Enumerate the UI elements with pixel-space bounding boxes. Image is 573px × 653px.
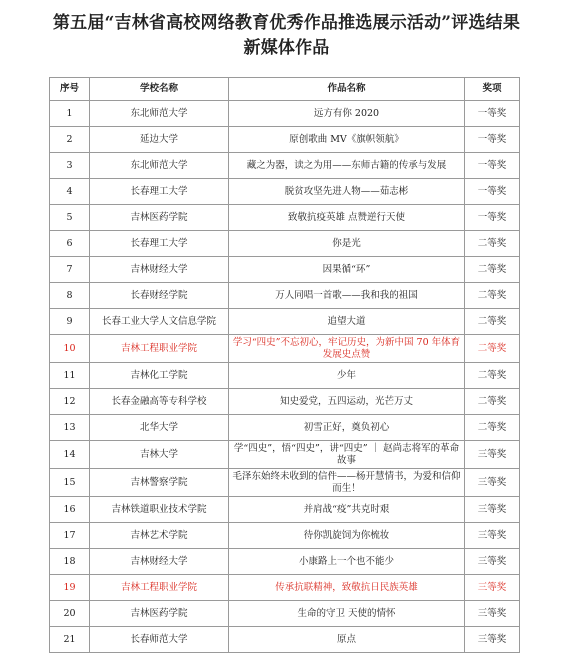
cell-number: 6 [50,231,90,257]
table-row [50,441,520,469]
table-row [50,153,520,179]
header-work: 作品名称 [229,78,465,101]
cell-award: 一等奖 [465,179,520,205]
cell-work: 并肩战“疫”共克时艰 [229,497,465,523]
cell-school: 北华大学 [90,415,229,441]
cell-work: 学“四史”，悟“四史”，讲“四史” ｜ 赵尚志将军的革命故事 [229,441,465,469]
cell-school: 长春理工大学 [90,179,229,205]
cell-school: 吉林大学 [90,441,229,469]
cell-number: 20 [50,601,90,627]
header-school: 学校名称 [90,78,229,101]
cell-work: 脱贫攻坚先进人物——茹志彬 [229,179,465,205]
cell-number: 1 [50,101,90,127]
cell-work: 致敬抗疫英雄 点赞逆行天使 [229,205,465,231]
cell-school: 吉林艺术学院 [90,523,229,549]
table-row [50,497,520,523]
cell-school: 吉林财经大学 [90,257,229,283]
cell-school: 长春金融高等专科学校 [90,389,229,415]
cell-number: 5 [50,205,90,231]
cell-number: 12 [50,389,90,415]
table-row [50,309,520,335]
table-row [50,205,520,231]
table-row [50,335,520,363]
cell-number: 11 [50,363,90,389]
cell-number: 13 [50,415,90,441]
cell-number: 2 [50,127,90,153]
cell-number: 3 [50,153,90,179]
cell-work: 藏之为器，读之为用——东师古籍的传承与发展 [229,153,465,179]
cell-school: 吉林化工学院 [90,363,229,389]
table-row [50,469,520,497]
cell-award: 二等奖 [465,231,520,257]
cell-number: 7 [50,257,90,283]
cell-award: 三等奖 [465,469,520,497]
results-table [49,77,520,653]
cell-award: 二等奖 [465,335,520,363]
header-award: 奖项 [465,78,520,101]
cell-award: 二等奖 [465,389,520,415]
table-row [50,179,520,205]
cell-work: 原点 [229,627,465,653]
cell-work: 你是光 [229,231,465,257]
cell-work: 万人同唱一首歌——我和我的祖国 [229,283,465,309]
table-row [50,363,520,389]
cell-work: 待你凯旋饲为你梳妆 [229,523,465,549]
cell-award: 三等奖 [465,549,520,575]
cell-school: 长春工业大学人文信息学院 [90,309,229,335]
cell-school: 延边大学 [90,127,229,153]
cell-school: 吉林医药学院 [90,601,229,627]
cell-award: 一等奖 [465,101,520,127]
cell-award: 三等奖 [465,601,520,627]
table-row [50,601,520,627]
table-row [50,127,520,153]
cell-award: 二等奖 [465,257,520,283]
table-row [50,575,520,601]
cell-number: 21 [50,627,90,653]
cell-award: 三等奖 [465,575,520,601]
cell-work: 学习“四史”不忘初心，牢记历史，为新中国 70 年体育发展史点赞 [229,335,465,363]
cell-work: 初雪正好，奠负初心 [229,415,465,441]
cell-number: 4 [50,179,90,205]
cell-school: 东北师范大学 [90,101,229,127]
table-row [50,389,520,415]
cell-work: 传承抗联精神，致敬抗日民族英雄 [229,575,465,601]
cell-award: 三等奖 [465,627,520,653]
table-row [50,231,520,257]
cell-award: 三等奖 [465,497,520,523]
cell-school: 长春师范大学 [90,627,229,653]
cell-number: 14 [50,441,90,469]
document-subtitle: 新媒体作品 [243,38,330,58]
cell-work: 毛泽东始终未收到的信件——杨开慧情书，为爱和信仰而生！ [229,469,465,497]
cell-award: 二等奖 [465,415,520,441]
cell-number: 10 [50,335,90,363]
cell-work: 远方有你 2020 [229,101,465,127]
cell-work: 因果循“环” [229,257,465,283]
cell-school: 吉林工程职业学院 [90,335,229,363]
table-row [50,415,520,441]
cell-work: 小康路上一个也不能少 [229,549,465,575]
cell-school: 吉林工程职业学院 [90,575,229,601]
document-title: 第五届“吉林省高校网络教育优秀作品推选展示活动”评选结果 [52,13,521,33]
cell-school: 吉林医药学院 [90,205,229,231]
table-row [50,523,520,549]
cell-number: 17 [50,523,90,549]
cell-award: 二等奖 [465,309,520,335]
header-number: 序号 [50,78,90,101]
cell-award: 三等奖 [465,441,520,469]
cell-number: 18 [50,549,90,575]
cell-school: 长春理工大学 [90,231,229,257]
cell-award: 一等奖 [465,127,520,153]
cell-work: 原创歌曲 MV《旗帜领航》 [229,127,465,153]
cell-school: 吉林警察学院 [90,469,229,497]
cell-number: 8 [50,283,90,309]
table-row [50,257,520,283]
table-row [50,283,520,309]
cell-school: 长春财经学院 [90,283,229,309]
cell-number: 9 [50,309,90,335]
cell-award: 二等奖 [465,363,520,389]
table-row [50,549,520,575]
cell-award: 二等奖 [465,283,520,309]
cell-school: 东北师范大学 [90,153,229,179]
table-row [50,627,520,653]
cell-school: 吉林财经大学 [90,549,229,575]
cell-school: 吉林铁道职业技术学院 [90,497,229,523]
cell-number: 19 [50,575,90,601]
table-row [50,101,520,127]
cell-number: 15 [50,469,90,497]
cell-work: 追望大道 [229,309,465,335]
cell-work: 生命的守卫 天使的情怀 [229,601,465,627]
cell-award: 一等奖 [465,205,520,231]
cell-number: 16 [50,497,90,523]
cell-award: 三等奖 [465,523,520,549]
cell-work: 知史爱党，五四运动，光芒万丈 [229,389,465,415]
cell-award: 一等奖 [465,153,520,179]
cell-work: 少年 [229,363,465,389]
table-header-row [50,78,520,101]
